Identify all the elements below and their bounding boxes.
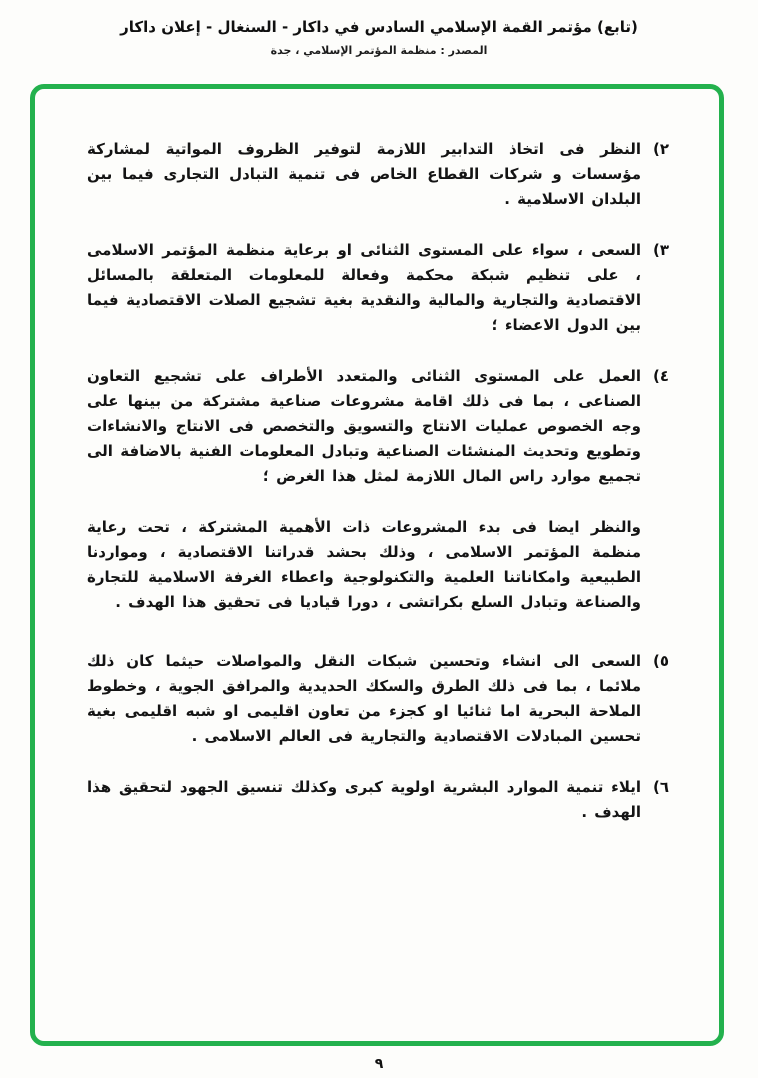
item-number: (٦ (653, 778, 670, 796)
item-number (653, 515, 699, 615)
list-item (87, 364, 699, 489)
list-item-continuation (87, 515, 699, 615)
page-header (0, 0, 758, 57)
list-item (87, 137, 699, 212)
item-number: (٥ (653, 652, 670, 670)
item-text: السعى الى انشاء وتحسين شبكات النقل والمواصلات حيثما كان ذلك ملائما ، بما فى ذلك الطرق والسكك الحديدية والمرافق الجوية ، وخطوط الملاحة البحرية اما ثنائيا او كجزء من تعاون اقليمى او شبه اقليمى بغية تحسين المبادلات الاقتصادية والتجارية فى العالم الاسلامى . (87, 652, 641, 745)
item-text: والنظر ايضا فى بدء المشروعات ذات الأهمية المشتركة ، تحت رعاية منظمة المؤتمر الاسلامى ، وذلك بحشد قدراتنا الاقتصادية ، ومواردنا الطبيعية وامكاناتنا العلمية والتكنولوجية واعطاء الغرفة الاسلامية للتجارة والصناعة وتبادل السلع بكراتشى ، دورا قياديا فى تحقيق هذا الهدف . (87, 518, 641, 611)
list-item (87, 238, 699, 338)
item-number: (٤ (653, 367, 670, 385)
document-title: (تابع) مؤتمر القمة الإسلامي السادس في داكار - السنغال - إعلان داكار (120, 18, 638, 36)
item-text: ايلاء تنمية الموارد البشرية اولوية كبرى وكذلك تنسيق الجهود لتحقيق هذا الهدف . (87, 778, 641, 821)
item-text: النظر فى اتخاذ التدابير اللازمة لتوفير الظروف المواتية لمشاركة مؤسسات و شركات القطاع الخاص فى تنمية التبادل التجارى فيما بين البلدان الاسلامية . (87, 140, 641, 208)
item-number: (٢ (653, 140, 670, 158)
item-text: السعى ، سواء على المستوى الثنائى او برعاية منظمة المؤتمر الاسلامى ، على تنظيم شبكة محكمة وفعالة للمعلومات المتعلقة بالمسائل الاقتصادية والتجارية والمالية والنقدية بغية تشجيع الصلات الاقتصادية فيما بين الدول الاعضاء ؛ (87, 241, 641, 334)
item-number: (٣ (653, 241, 670, 259)
item-text: العمل على المستوى الثنائى والمتعدد الأطراف على تشجيع التعاون الصناعى ، بما فى ذلك اقامة مشروعات صناعية مشتركة من بينها على وجه الخصوص عمليات الانتاج والتسويق والتخصص فى الانتاج والانشاءات وتطويع وتحديث المنشئات الصناعية وتبادل المعلومات الفنية بالاضافة الى تجميع موارد راس المال اللازمة لمثل هذا الغرض ؛ (87, 367, 641, 485)
content-border-box (30, 84, 724, 1046)
list-item (87, 775, 699, 825)
document-source: المصدر : منظمة المؤتمر الإسلامي ، جدة (270, 44, 488, 57)
list-item (87, 649, 699, 749)
page-number: ٩ (374, 1056, 384, 1072)
